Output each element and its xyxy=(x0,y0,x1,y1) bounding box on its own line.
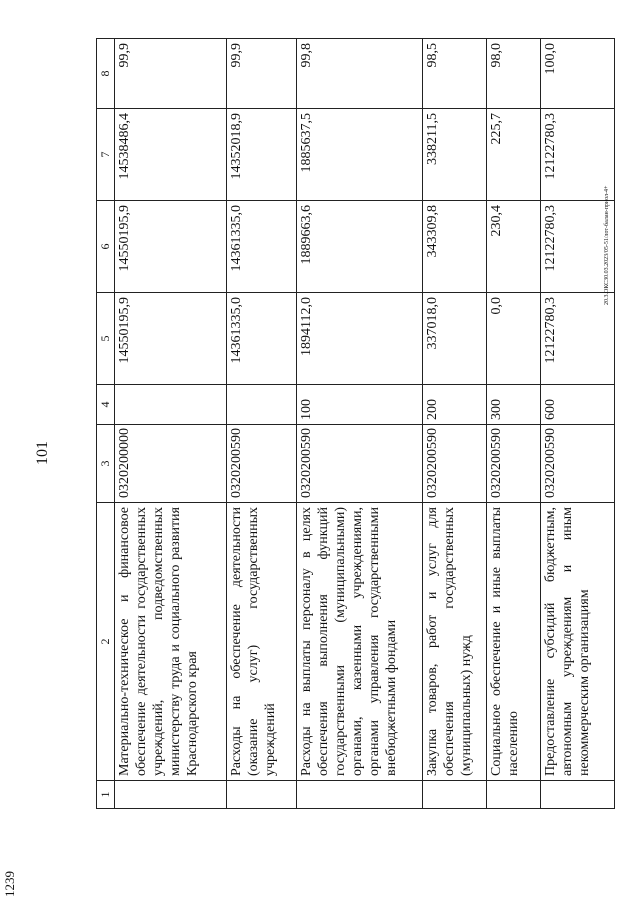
cell-plan: 12122780,3 xyxy=(541,201,615,293)
col-header-5: 5 xyxy=(97,293,115,385)
cell-expense-type: 600 xyxy=(541,385,615,425)
cell-approved: 337018,0 xyxy=(423,293,487,385)
col-header-8: 8 xyxy=(97,39,115,109)
cell-plan: 14550195,9 xyxy=(115,201,227,293)
col-header-4: 4 xyxy=(97,385,115,425)
cell-description: Закупка товаров, работ и услуг для обеспечения государственных (муниципальных) нужд xyxy=(423,503,487,781)
table-row xyxy=(297,39,423,809)
table-row xyxy=(115,39,227,809)
cell-executed: 12122780,3 xyxy=(541,109,615,201)
table-row xyxy=(227,39,297,809)
cell-approved: 12122780,3 xyxy=(541,293,615,385)
cell-target-code: 0320200590 xyxy=(423,425,487,503)
cell-expense-type: 300 xyxy=(487,385,541,425)
cell-approved: 14550195,9 xyxy=(115,293,227,385)
cell-num xyxy=(423,781,487,809)
cell-expense-type xyxy=(115,385,227,425)
cell-executed: 1885637,5 xyxy=(297,109,423,201)
table-row xyxy=(541,39,615,809)
table-row xyxy=(487,39,541,809)
cell-approved: 1894112,0 xyxy=(297,293,423,385)
col-header-6: 6 xyxy=(97,201,115,293)
cell-num xyxy=(115,781,227,809)
cell-target-code: 0320200590 xyxy=(227,425,297,503)
cell-target-code: 0320200590 xyxy=(541,425,615,503)
document-code: 20.3.ОКС30.03.2023/05-51/лот-балан-приол-4+ xyxy=(604,185,610,305)
cell-expense-type: 200 xyxy=(423,385,487,425)
cell-percent: 98,0 xyxy=(487,39,541,109)
cell-executed: 14352018,9 xyxy=(227,109,297,201)
cell-plan: 1889663,6 xyxy=(297,201,423,293)
cell-num xyxy=(227,781,297,809)
cell-target-code: 0320200590 xyxy=(487,425,541,503)
cell-target-code: 0320200590 xyxy=(297,425,423,503)
col-header-7: 7 xyxy=(97,109,115,201)
cell-approved: 14361335,0 xyxy=(227,293,297,385)
col-header-3: 3 xyxy=(97,425,115,503)
cell-expense-type: 100 xyxy=(297,385,423,425)
budget-table xyxy=(96,38,615,809)
cell-percent: 99,9 xyxy=(115,39,227,109)
cell-description: Предоставление субсидий бюджетным, автономным учреждениям и иным некоммерческим организациям xyxy=(541,503,615,781)
cell-plan: 343309,8 xyxy=(423,201,487,293)
cell-percent: 99,8 xyxy=(297,39,423,109)
cell-target-code: 0320200000 xyxy=(115,425,227,503)
cell-description: Расходы на обеспечение деятельности (оказание услуг) государственных учреждений xyxy=(227,503,297,781)
page-number: 1239 xyxy=(2,871,17,897)
cell-num xyxy=(487,781,541,809)
cell-executed: 14538486,4 xyxy=(115,109,227,201)
cell-description: Социальное обеспечение и иные выплаты населению xyxy=(487,503,541,781)
cell-description: Расходы на выплаты персоналу в целях обеспечения выполнения функций государственными (муниципальными) органами, казенными учреждениями, органами управления государственными внебюджетными фондами xyxy=(297,503,423,781)
cell-num xyxy=(541,781,615,809)
cell-executed: 225,7 xyxy=(487,109,541,201)
cell-executed: 338211,5 xyxy=(423,109,487,201)
header-row xyxy=(97,39,115,809)
cell-num xyxy=(297,781,423,809)
cell-percent: 99,9 xyxy=(227,39,297,109)
cell-description: Материально-техническое и финансовое обеспечение деятельности государственных учреждений, подведомственных министерству труда и социального развития Краснодарского края xyxy=(115,503,227,781)
cell-percent: 100,0 xyxy=(541,39,615,109)
col-header-1: 1 xyxy=(97,781,115,809)
cell-expense-type xyxy=(227,385,297,425)
col-header-2: 2 xyxy=(97,503,115,781)
cell-approved: 0,0 xyxy=(487,293,541,385)
cell-plan: 230,4 xyxy=(487,201,541,293)
cell-percent: 98,5 xyxy=(423,39,487,109)
sheet-number: 101 xyxy=(34,441,51,465)
table-row xyxy=(423,39,487,809)
cell-plan: 14361335,0 xyxy=(227,201,297,293)
